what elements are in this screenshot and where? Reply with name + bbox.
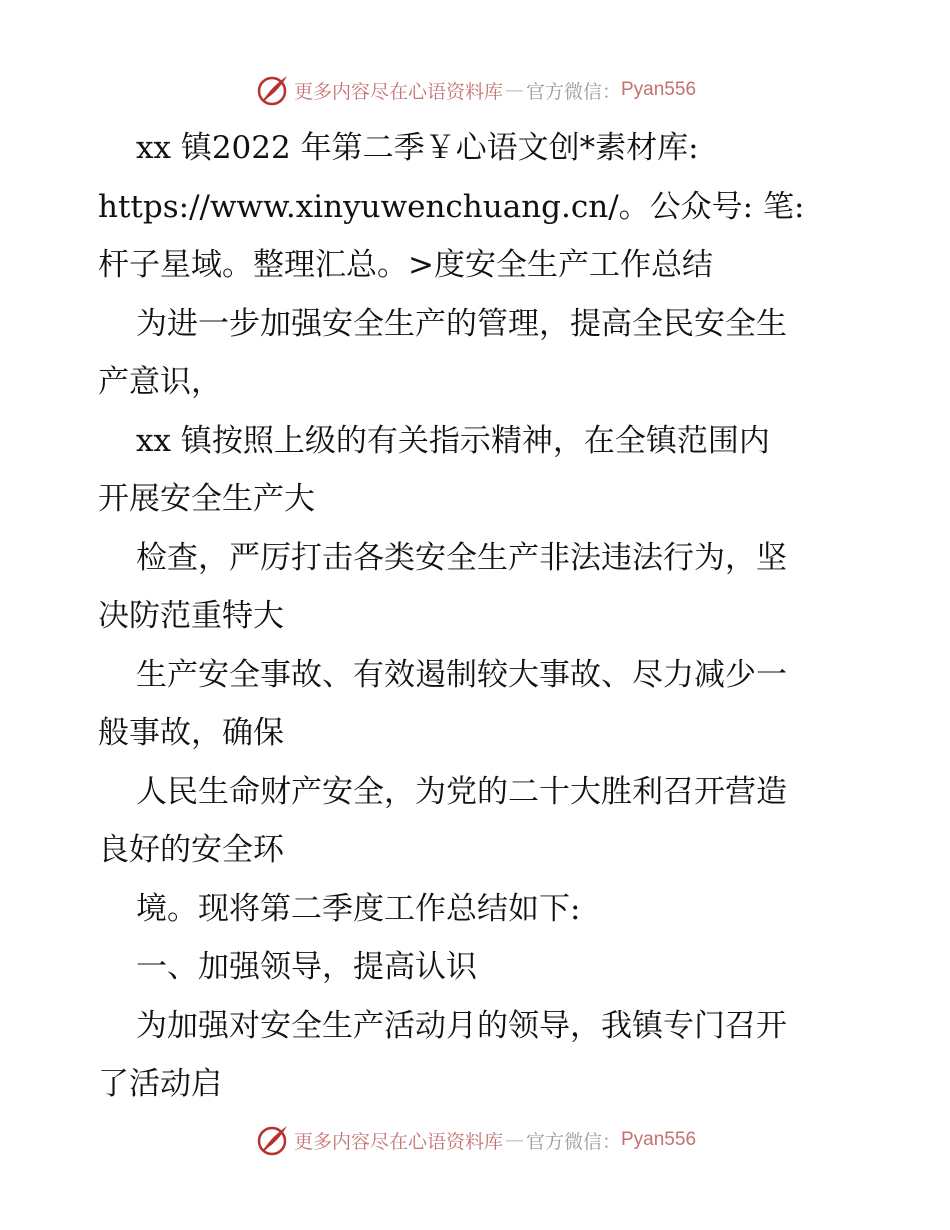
- header-banner: [0, 70, 950, 110]
- banner-site-name: 更多内容尽在心语资料库: [293, 1130, 503, 1153]
- footer-banner: [0, 1120, 950, 1160]
- banner-site-name: 更多内容尽在心语资料库: [293, 80, 503, 103]
- text-line: 境。现将第二季度工作总结如下:: [136, 890, 581, 927]
- text-line: xx 镇按照上级的有关指示精神，在全镇范围内: [136, 422, 770, 459]
- text-line: 为进一步加强安全生产的管理，提高全民安全生: [136, 305, 787, 342]
- text-line: 人民生命财产安全，为党的二十大胜利召开营造: [136, 773, 787, 810]
- feather-pen-logo-icon: [254, 1122, 290, 1158]
- text-line: 开展安全生产大: [98, 481, 315, 517]
- text-line: xx 镇2022 年第二季￥心语文创*素材库:: [136, 130, 699, 166]
- text-line: 般事故，确保: [98, 715, 284, 751]
- text-line: 杆子星域。整理汇总。>度安全生产工作总结: [98, 247, 713, 283]
- text-line: 生产安全事故、有效遏制较大事故、尽力减少一: [136, 656, 787, 693]
- document-body: [98, 119, 868, 1114]
- banner-separator: —: [504, 1129, 524, 1151]
- banner-wechat-id: Pyan556: [621, 79, 697, 100]
- section-heading: 一、加强领导，提高认识: [136, 949, 477, 985]
- banner-wechat-label: 官方微信：: [525, 1130, 621, 1153]
- text-line: 产意识，: [98, 364, 222, 400]
- text-line: 检查，严厉打击各类安全生产非法违法行为，坚: [136, 539, 787, 576]
- text-line: https://www.xinyuwenchuang.cn/。公众号: 笔:: [98, 188, 805, 225]
- text-line: 良好的安全环: [98, 832, 284, 868]
- banner-wechat-id: Pyan556: [621, 1129, 697, 1150]
- text-line: 为加强对安全生产活动月的领导，我镇专门召开: [136, 1007, 787, 1044]
- feather-pen-logo-icon: [254, 72, 290, 108]
- text-line: 了活动启: [98, 1066, 222, 1102]
- banner-wechat-label: 官方微信：: [525, 80, 621, 103]
- banner-separator: —: [504, 79, 524, 101]
- text-line: 决防范重特大: [98, 598, 284, 634]
